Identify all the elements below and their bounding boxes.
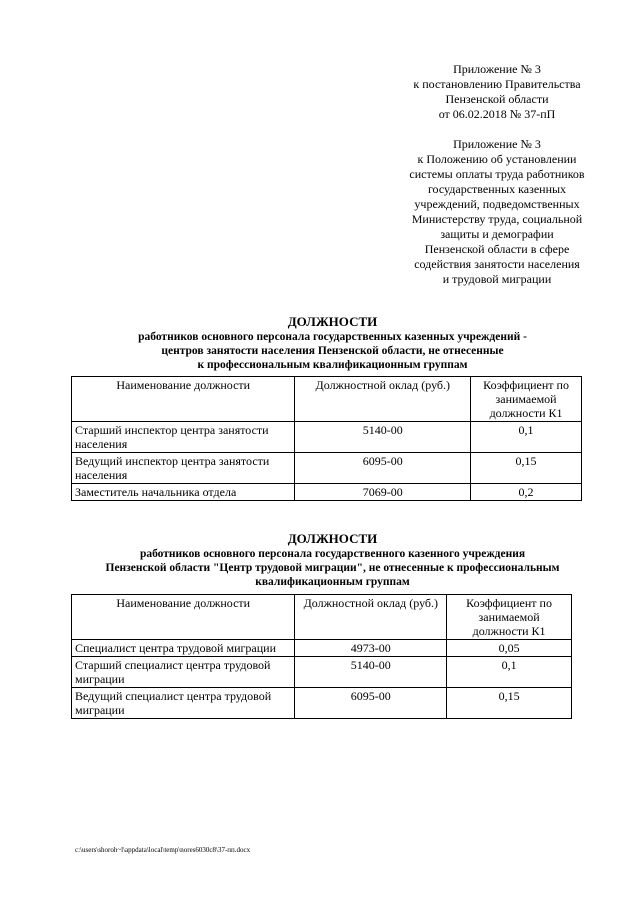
appendix-line: учреждений, подведомственных: [414, 197, 580, 211]
section2-subtitle-line: работников основного персонала государственного казенного учреждения: [139, 548, 526, 560]
appendix-line: Пензенской области в сфере: [424, 242, 570, 256]
appendix-line: содействия занятости населения: [414, 257, 580, 271]
position-name-cell: Ведущий инспектор центра занятости населения: [72, 453, 295, 484]
table-header-row: [72, 595, 572, 640]
table-row: [72, 688, 572, 719]
position-name-cell: Заместитель начальника отдела: [72, 484, 295, 501]
coefficient-cell: 0,15: [471, 453, 582, 484]
appendix-line: Приложение № 3: [453, 137, 541, 151]
position-name-cell: Старший специалист центра трудовой миграции: [72, 657, 295, 688]
section1-subtitle-line: работников основного персонала государственных казенных учреждений -: [138, 331, 527, 343]
position-name-cell: Старший инспектор центра занятости населения: [72, 422, 295, 453]
section2-positions-table: [71, 594, 572, 719]
appendix-line: защиты и демографии: [440, 227, 554, 241]
appendix-line: и трудовой миграции: [442, 272, 552, 286]
column-header-salary: Должностной оклад (руб.): [295, 595, 447, 640]
section2-subtitle-line: квалификационным группам: [255, 576, 410, 588]
section1-subtitle-line: к профессиональным квалификационным группам: [197, 359, 468, 371]
section1-title: [40, 314, 625, 372]
position-name-cell: Ведущий специалист центра трудовой миграции: [72, 688, 295, 719]
section1-subtitle-line: центров занятости населения Пензенской области, не отнесенные: [161, 345, 504, 357]
appendix-line: Пензенской области: [445, 92, 549, 106]
salary-cell: 7069-00: [295, 484, 471, 501]
position-name-cell: Специалист центра трудовой миграции: [72, 640, 295, 657]
coefficient-cell: 0,1: [471, 422, 582, 453]
appendix-line: государственных казенных: [427, 182, 567, 196]
appendix-government-decree: [384, 62, 610, 122]
appendix-line: Министерству труда, социальной: [411, 212, 583, 226]
section1-positions-table: [71, 376, 582, 501]
table-row: [72, 453, 582, 484]
table-header-row: [72, 377, 582, 422]
coefficient-cell: 0,1: [447, 657, 572, 688]
document-file-path: c:\users\shoroh~l\appdata\local\temp\nores6030c8\37-пп.docx: [75, 846, 251, 854]
table-row: [72, 484, 582, 501]
section2-subtitle-line: Пензенской области "Центр трудовой миграции", не отнесенные к профессиональным: [105, 562, 560, 574]
column-header-position: Наименование должности: [72, 595, 295, 640]
appendix-line: к постановлению Правительства: [413, 77, 581, 91]
appendix-line: от 06.02.2018 № 37-пП: [438, 107, 556, 121]
table-row: [72, 422, 582, 453]
salary-cell: 5140-00: [295, 422, 471, 453]
column-header-position: Наименование должности: [72, 377, 295, 422]
table-row: [72, 657, 572, 688]
salary-cell: 4973-00: [295, 640, 447, 657]
column-header-salary: Должностной оклад (руб.): [295, 377, 471, 422]
appendix-line: системы оплаты труда работников: [409, 167, 585, 181]
coefficient-cell: 0,15: [447, 688, 572, 719]
coefficient-cell: 0,05: [447, 640, 572, 657]
section2-title: [40, 531, 625, 589]
column-header-coefficient: Коэффициент по занимаемой должности К1: [447, 595, 572, 640]
appendix-regulation: [384, 137, 610, 287]
salary-cell: 6095-00: [295, 453, 471, 484]
section2-heading: ДОЛЖНОСТИ: [287, 531, 378, 546]
appendix-line: Приложение № 3: [453, 62, 541, 76]
appendix-line: к Положению об установлении: [417, 152, 577, 166]
salary-cell: 6095-00: [295, 688, 447, 719]
section1-heading: ДОЛЖНОСТИ: [287, 314, 378, 329]
coefficient-cell: 0,2: [471, 484, 582, 501]
table-row: [72, 640, 572, 657]
salary-cell: 5140-00: [295, 657, 447, 688]
column-header-coefficient: Коэффициент по занимаемой должности К1: [471, 377, 582, 422]
